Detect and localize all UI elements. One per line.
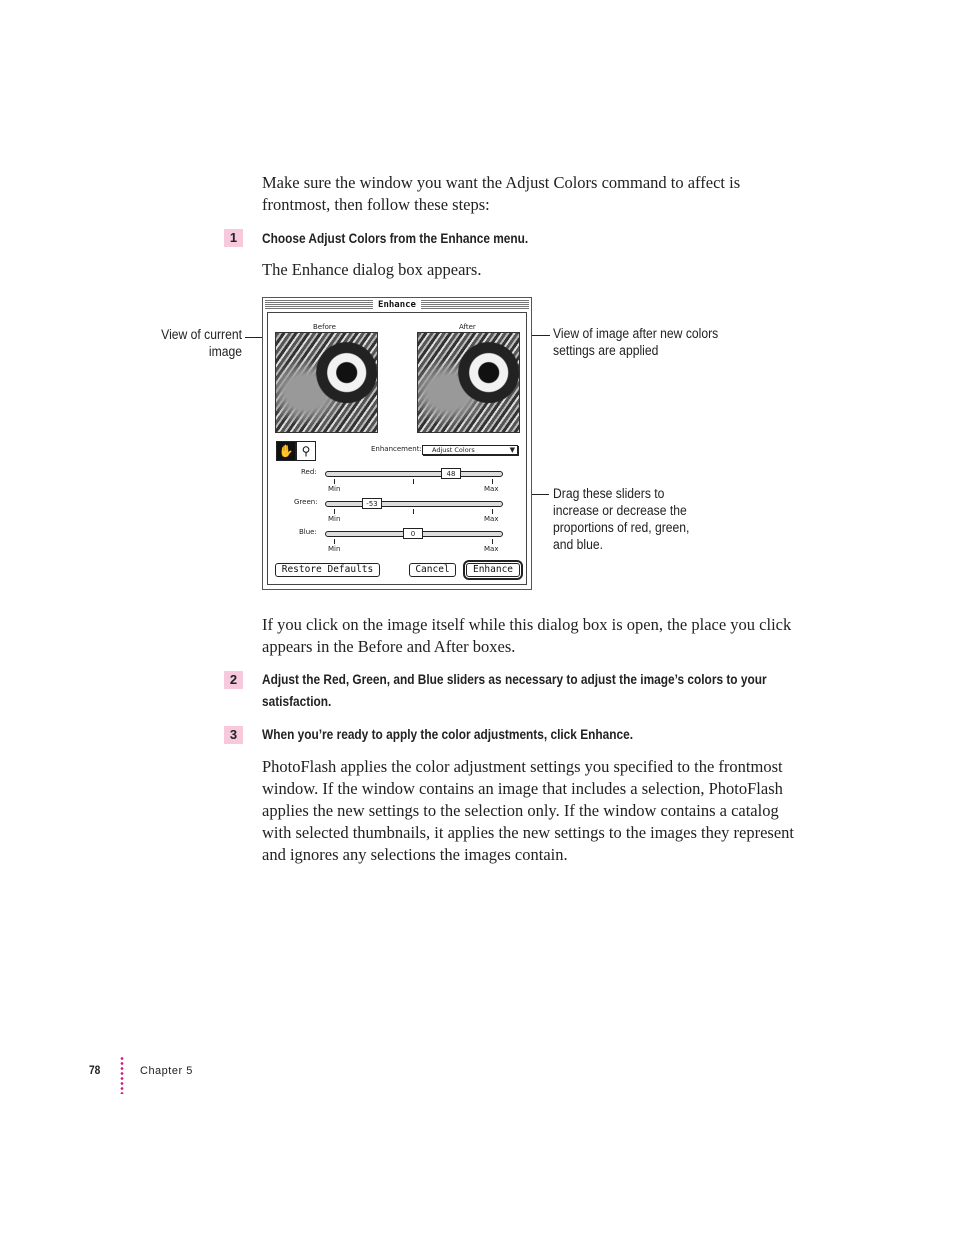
callout-sliders: Drag these sliders to increase or decrease the proportions of red, green, and blue. xyxy=(553,486,690,552)
green-slider-thumb[interactable]: -53 xyxy=(362,498,382,509)
image-click-paragraph: If you click on the image itself while this dialog box is open, the place you click appears in the Before and After boxes. xyxy=(262,615,792,656)
green-slider-track[interactable] xyxy=(325,501,503,507)
red-min-label: Min xyxy=(328,485,341,493)
step-text-1: Choose Adjust Colors from the Enhance menu. xyxy=(262,231,529,246)
step-number-1: 1 xyxy=(224,229,243,247)
dialog-title: Enhance xyxy=(373,300,421,310)
blue-min-label: Min xyxy=(328,545,341,553)
hand-icon[interactable]: ✋ xyxy=(276,441,296,461)
page-number: 78 xyxy=(89,1063,101,1077)
chapter-label: Chapter 5 xyxy=(140,1065,193,1077)
blue-tick-min xyxy=(334,539,335,544)
callout-after-image: View of image after new colors settings are applied xyxy=(553,326,719,358)
blue-label: Blue: xyxy=(299,528,317,536)
callout-current-image: View of current image xyxy=(161,327,242,359)
red-slider-track[interactable] xyxy=(325,471,503,477)
red-max-label: Max xyxy=(484,485,499,493)
green-tick-mid xyxy=(413,509,414,514)
step-text-3: When you’re ready to apply the color adjustments, click Enhance. xyxy=(262,727,634,742)
red-tick-mid xyxy=(413,479,414,484)
restore-defaults-button[interactable]: Restore Defaults xyxy=(275,563,380,577)
after-image[interactable] xyxy=(417,332,520,433)
photoflash-paragraph: PhotoFlash applies the color adjustment settings you specified to the frontmost window. If the window contains an image that includes a selection, PhotoFlash applies the new settings to the selection only. If the window contains a catalog with selected thumbnails, it applies the new settings to the images they represent and ignores any selections the images contain. xyxy=(262,757,794,864)
cancel-button[interactable]: Cancel xyxy=(409,563,456,577)
dialog-titlebar[interactable] xyxy=(265,300,529,310)
red-tick-min xyxy=(334,479,335,484)
magnifier-icon[interactable]: ⚲ xyxy=(296,441,316,461)
enhance-button[interactable]: Enhance xyxy=(466,563,520,577)
green-label: Green: xyxy=(294,498,318,506)
step-text-2: Adjust the Red, Green, and Blue sliders as necessary to adjust the image’s colors to your satisfaction. xyxy=(262,672,767,709)
step-number-2: 2 xyxy=(224,671,243,689)
folio-dots xyxy=(120,1056,124,1094)
red-slider-thumb[interactable]: 48 xyxy=(441,468,461,479)
intro-paragraph: Make sure the window you want the Adjust Colors command to affect is frontmost, then follow these steps: xyxy=(262,173,741,214)
blue-max-label: Max xyxy=(484,545,499,553)
red-label: Red: xyxy=(301,468,317,476)
before-label: Before xyxy=(313,323,336,331)
red-tick-max xyxy=(492,479,493,484)
enhancement-value: Adjust Colors xyxy=(432,446,475,454)
blue-slider-thumb[interactable]: 0 xyxy=(403,528,423,539)
green-max-label: Max xyxy=(484,515,499,523)
green-tick-min xyxy=(334,509,335,514)
step-number-3: 3 xyxy=(224,726,243,744)
green-min-label: Min xyxy=(328,515,341,523)
enhancement-label: Enhancement: xyxy=(371,445,422,453)
before-image[interactable] xyxy=(275,332,378,433)
green-tick-max xyxy=(492,509,493,514)
blue-tick-max xyxy=(492,539,493,544)
after-label: After xyxy=(459,323,476,331)
enhance-appears-text: The Enhance dialog box appears. xyxy=(262,260,482,279)
enhance-dialog xyxy=(262,297,532,590)
dropdown-arrow-icon: ▼ xyxy=(509,446,515,454)
enhancement-select[interactable] xyxy=(422,445,518,455)
